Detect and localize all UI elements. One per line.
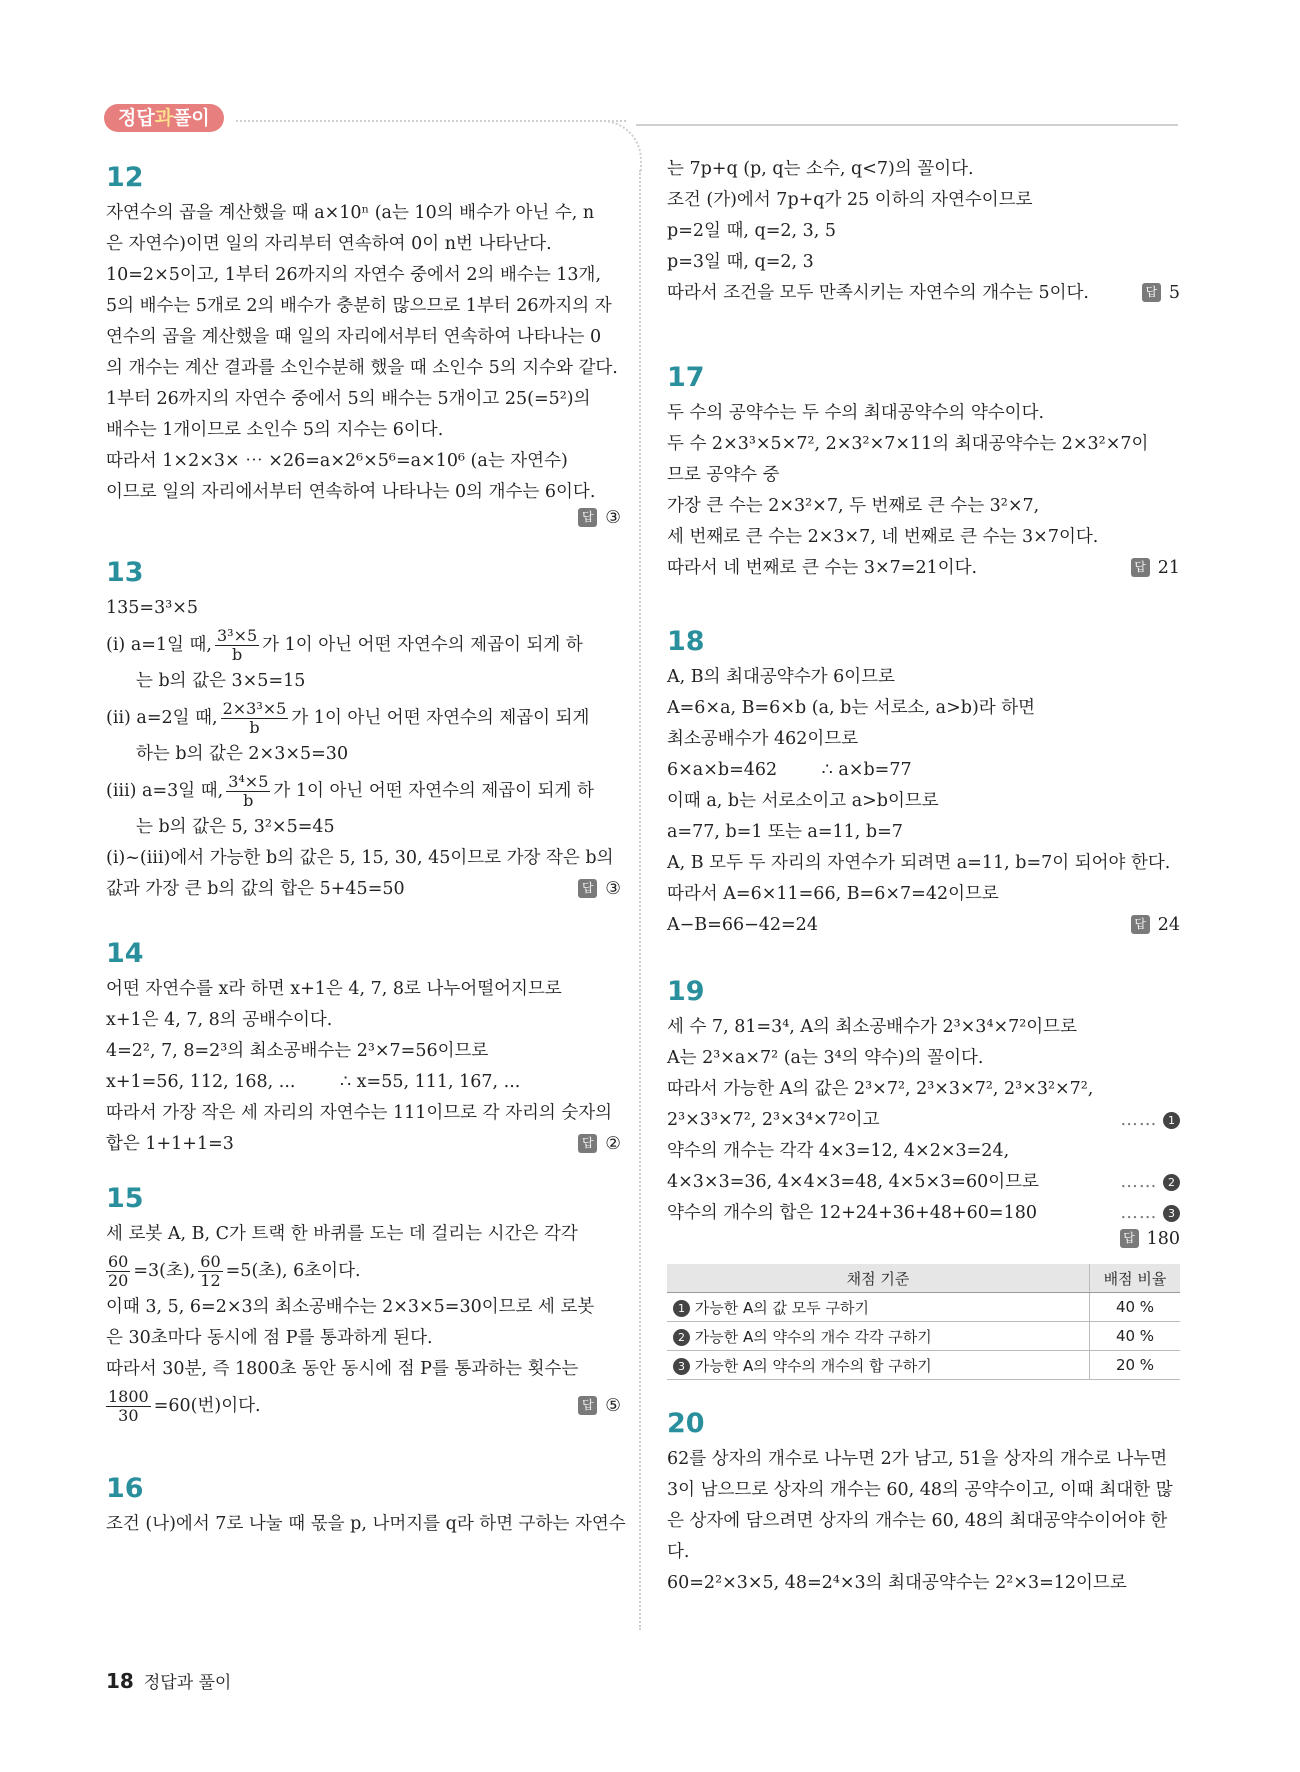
answer: 답 21 — [1131, 553, 1180, 584]
text-line: 따라서 1×2×3× ⋯ ×26=a×2⁶×5⁶=a×10⁶ (a는 자연수) — [106, 451, 568, 471]
text-line: 자연수의 곱을 계산했을 때 a×10ⁿ (a는 10의 배수가 아닌 수, n — [106, 203, 595, 223]
text-line: 두 수 2×3³×5×7², 2×3²×7×11의 최대공약수는 2×3²×7이 — [667, 434, 1149, 454]
problem-16-continued — [667, 154, 1180, 316]
fraction: $\frac{\text{3³×5}}{b}$ — [216, 626, 258, 664]
step-mark: …… 3 — [1120, 1198, 1180, 1229]
problem-13 — [106, 553, 621, 898]
text-line: 은 30초마다 동시에 점 P를 통과하게 된다. — [106, 1328, 433, 1348]
text-line: 135=3³×5 — [106, 598, 199, 618]
text-line: 따라서 조건을 모두 만족시키는 자연수의 개수는 5이다. 답 5 — [667, 278, 1180, 309]
text-line: 이때 a, b는 서로소이고 a>b이므로 — [667, 791, 939, 811]
text-line: x+1=56, 112, 168, ... ∴ x=55, 111, 167, ... — [106, 1072, 521, 1092]
text-line: 어떤 자연수를 x라 하면 x+1은 4, 7, 8로 나누어떨어지므로 — [106, 979, 562, 999]
text-line: 므로 공약수 중 — [667, 465, 780, 485]
text-line: 세 수 7, 81=3⁴, A의 최소공배수가 2³×3⁴×7²이므로 — [667, 1017, 1077, 1037]
text-line: A는 2³×a×7² (a는 3⁴의 약수)의 꼴이다. — [667, 1048, 984, 1068]
problem-17 — [667, 358, 1180, 580]
text-line: 연수의 곱을 계산했을 때 일의 자리에서부터 연속하여 나타나는 0 — [106, 327, 602, 347]
problem-number: 20 — [667, 1408, 705, 1439]
text-line: A=6×a, B=6×b (a, b는 서로소, a>b)라 하면 — [667, 698, 1036, 718]
table-cell: 40 % — [1090, 1293, 1181, 1322]
text-line: 약수의 개수는 각각 4×3=12, 4×2×3=24, — [667, 1141, 1010, 1161]
step-3-icon: 3 — [673, 1358, 690, 1375]
section-tag: 정답과풀이 — [104, 104, 224, 132]
answer: 답 5 — [1142, 278, 1180, 309]
text-line: 따라서 30분, 즉 1800초 동안 동시에 점 P를 통과하는 횟수는 — [106, 1359, 579, 1379]
answer-icon: 답 — [578, 508, 597, 527]
text-line: 값과 가장 큰 b의 값의 합은 5+45=50 답 ③ — [106, 874, 621, 905]
answer-icon: 답 — [578, 879, 597, 898]
table-cell: 3 가능한 A의 약수의 개수의 합 구하기 — [667, 1351, 1090, 1380]
text-line: 세 로봇 A, B, C가 트랙 한 바퀴를 도는 데 걸리는 시간은 각각 — [106, 1224, 578, 1244]
text-line: (ⅲ) a=3일 때, $\frac{\text{3⁴×5}}{b}$ 가 1이 아닌 어떤 자연수의 제곱이 되게 하 — [106, 772, 594, 810]
table-cell: 2 가능한 A의 약수의 개수 각각 구하기 — [667, 1322, 1090, 1351]
text-line: 62를 상자의 개수로 나누면 2가 남고, 51을 상자의 개수로 나누면 — [667, 1449, 1168, 1469]
step-mark: …… 2 — [1120, 1167, 1180, 1198]
fraction: $\frac{60}{12}$ — [200, 1252, 221, 1290]
text-line: 의 개수는 계산 결과를 소인수분해 했을 때 소인수 5의 지수와 같다. — [106, 358, 618, 378]
step-2-icon: 2 — [1163, 1174, 1180, 1191]
text-line: 4×3×3=36, 4×4×3=48, 4×5×3=60이므로 …… 2 — [667, 1167, 1180, 1198]
text-line: A, B 모두 두 자리의 자연수가 되려면 a=11, b=7이 되어야 한다. — [667, 853, 1171, 873]
step-1-icon: 1 — [673, 1300, 690, 1317]
text-line: 는 b의 값은 3×5=15 — [136, 671, 306, 691]
problem-number: 19 — [667, 976, 705, 1007]
text-line: a=77, b=1 또는 a=11, b=7 — [667, 822, 903, 842]
text-line: 이때 3, 5, 6=2×3의 최소공배수는 2×3×5=30이므로 세 로봇 — [106, 1297, 595, 1317]
text-line: (ⅰ) a=1일 때, $\frac{\text{3³×5}}{b}$ 가 1이 아닌 어떤 자연수의 제곱이 되게 하 — [106, 626, 583, 664]
problem-number: 13 — [106, 557, 144, 588]
answer: 답 ⑤ — [578, 1385, 621, 1427]
text-line: x+1은 4, 7, 8의 공배수이다. — [106, 1010, 333, 1030]
problem-12 — [106, 158, 621, 528]
problem-number: 18 — [667, 626, 705, 657]
text-line: 하는 b의 값은 2×3×5=30 — [136, 744, 349, 764]
problem-16 — [106, 1469, 626, 1540]
text-line: 따라서 가장 작은 세 자리의 자연수는 111이므로 각 자리의 숫자의 — [106, 1103, 613, 1123]
page-footer — [106, 1668, 231, 1693]
text-line: (ⅰ)~(ⅲ)에서 가능한 b의 값은 5, 15, 30, 45이므로 가장 작은 b의 — [106, 848, 614, 868]
step-mark: …… 1 — [1120, 1105, 1180, 1136]
fraction: $\frac{1800}{30}$ — [108, 1387, 149, 1425]
fraction: $\frac{\text{2×3³×5}}{b}$ — [222, 699, 287, 737]
problem-number: 17 — [667, 362, 705, 393]
text-line: 조건 (가)에서 7p+q가 25 이하의 자연수이므로 — [667, 190, 1033, 210]
step-1-icon: 1 — [1163, 1112, 1180, 1129]
text-line: 따라서 가능한 A의 값은 2³×7², 2³×3×7², 2³×3²×7², — [667, 1079, 1094, 1099]
text-line: 2³×3³×7², 2³×3⁴×7²이고 …… 1 — [667, 1105, 1180, 1136]
text-line: 따라서 A=6×11=66, B=6×7=42이므로 — [667, 884, 999, 904]
text-line: 는 7p+q (p, q는 소수, q<7)의 꼴이다. — [667, 159, 974, 179]
text-line: 3이 남으므로 상자의 개수는 60, 48의 공약수이고, 이때 최대한 많 — [667, 1480, 1173, 1500]
table-cell: 40 % — [1090, 1322, 1181, 1351]
text-line: p=2일 때, q=2, 3, 5 — [667, 221, 837, 241]
text-line: 합은 1+1+1=3 답 ② — [106, 1129, 621, 1160]
page-number: 18 — [106, 1669, 134, 1693]
answer-icon: 답 — [1142, 283, 1161, 302]
text-line: 6×a×b=462 ∴ a×b=77 — [667, 760, 912, 780]
text-line: A, B의 최대공약수가 6이므로 — [667, 667, 895, 687]
answer: 답 ③ — [578, 508, 621, 528]
problem-number: 16 — [106, 1473, 144, 1504]
text-line: 는 b의 값은 5, 3²×5=45 — [136, 817, 335, 837]
problem-number: 14 — [106, 938, 144, 969]
text-line: 5의 배수는 5개로 2의 배수가 충분히 많으므로 1부터 26까지의 자 — [106, 296, 612, 316]
text-line: 최소공배수가 462이므로 — [667, 729, 859, 749]
footer-title: 정답과 풀이 — [143, 1673, 232, 1693]
fraction: $\frac{60}{20}$ — [108, 1252, 129, 1290]
answer-row — [106, 508, 621, 539]
problem-18 — [667, 622, 1180, 937]
table-row — [667, 1322, 1180, 1351]
right-column — [667, 158, 1180, 1599]
answer-icon: 답 — [578, 1134, 597, 1153]
step-2-icon: 2 — [673, 1329, 690, 1346]
header-divider-line — [636, 124, 1178, 126]
text-line: A−B=66−42=24 답 24 — [667, 910, 1180, 941]
table-row — [667, 1293, 1180, 1322]
header-divider-dotted — [236, 120, 626, 122]
text-line: (ⅱ) a=2일 때, $\frac{\text{2×3³×5}}{b}$ 가 1이 아닌 어떤 자연수의 제곱이 되게 — [106, 699, 590, 737]
page-header — [0, 0, 1300, 150]
text-line: 10=2×5이고, 1부터 26까지의 자연수 중에서 2의 배수는 13개, — [106, 265, 602, 285]
text-line: 가장 큰 수는 2×3²×7, 두 번째로 큰 수는 3²×7, — [667, 496, 1040, 516]
text-line: 은 자연수)이면 일의 자리부터 연속하여 0이 n번 나타난다. — [106, 234, 552, 254]
text-line: p=3일 때, q=2, 3 — [667, 252, 814, 272]
text-line: 배수는 1개이므로 소인수 5의 지수는 6이다. — [106, 420, 444, 440]
table-cell: 20 % — [1090, 1351, 1181, 1380]
text-line: 이므로 일의 자리에서부터 연속하여 나타나는 0의 개수는 6이다. — [106, 482, 596, 502]
problem-number: 12 — [106, 162, 144, 193]
text-line: 60=2²×3×5, 48=2⁴×3의 최대공약수는 2²×3=12이므로 — [667, 1573, 1127, 1593]
fraction: $\frac{\text{3⁴×5}}{b}$ — [228, 772, 269, 810]
table-row — [667, 1351, 1180, 1380]
answer: 답 180 — [1120, 1229, 1180, 1249]
table-header-row — [667, 1264, 1180, 1293]
answer-row — [667, 1229, 1180, 1260]
table-header: 배점 비율 — [1090, 1264, 1181, 1293]
text-line: 조건 (나)에서 7로 나눌 때 몫을 p, 나머지를 q라 하면 구하는 자연수 — [106, 1514, 626, 1534]
text-line: $\frac{1800}{30}$ =60(번)이다. 답 ⑤ — [108, 1387, 621, 1425]
answer-icon: 답 — [1120, 1229, 1139, 1248]
text-line: 다. — [667, 1542, 690, 1562]
scoring-table — [667, 1264, 1180, 1380]
answer: 답 24 — [1131, 910, 1180, 941]
answer-icon: 답 — [578, 1396, 597, 1415]
problem-14 — [106, 934, 621, 1154]
text-line: 세 번째로 큰 수는 2×3×7, 네 번째로 큰 수는 3×7이다. — [667, 527, 1099, 547]
column-divider — [639, 170, 641, 1630]
problem-15 — [106, 1179, 621, 1429]
text-line: 약수의 개수의 합은 12+24+36+48+60=180 …… 3 — [667, 1198, 1180, 1229]
answer: 답 ② — [578, 1129, 621, 1160]
left-column — [106, 158, 626, 1540]
step-3-icon: 3 — [1163, 1205, 1180, 1222]
problem-19 — [667, 972, 1180, 1382]
text-line: 따라서 네 번째로 큰 수는 3×7=21이다. 답 21 — [667, 553, 1180, 584]
text-line: 1부터 26까지의 자연수 중에서 5의 배수는 5개이고 25(=5²)의 — [106, 389, 591, 409]
text-line: 은 상자에 담으려면 상자의 개수는 60, 48의 최대공약수이어야 한 — [667, 1511, 1168, 1531]
answer: 답 ③ — [578, 874, 621, 905]
text-line: 두 수의 공약수는 두 수의 최대공약수의 약수이다. — [667, 403, 1045, 423]
table-cell: 1 가능한 A의 값 모두 구하기 — [667, 1293, 1090, 1322]
table-header: 채점 기준 — [667, 1264, 1090, 1293]
text-line: $\frac{60}{20}$ =3(초), $\frac{60}{12}$ =5(초), 6초이다. — [108, 1252, 361, 1290]
problem-number: 15 — [106, 1183, 144, 1214]
text-line: 4=2², 7, 8=2³의 최소공배수는 2³×7=56이므로 — [106, 1041, 489, 1061]
answer-icon: 답 — [1131, 558, 1150, 577]
answer-icon: 답 — [1131, 915, 1150, 934]
problem-20 — [667, 1404, 1180, 1599]
